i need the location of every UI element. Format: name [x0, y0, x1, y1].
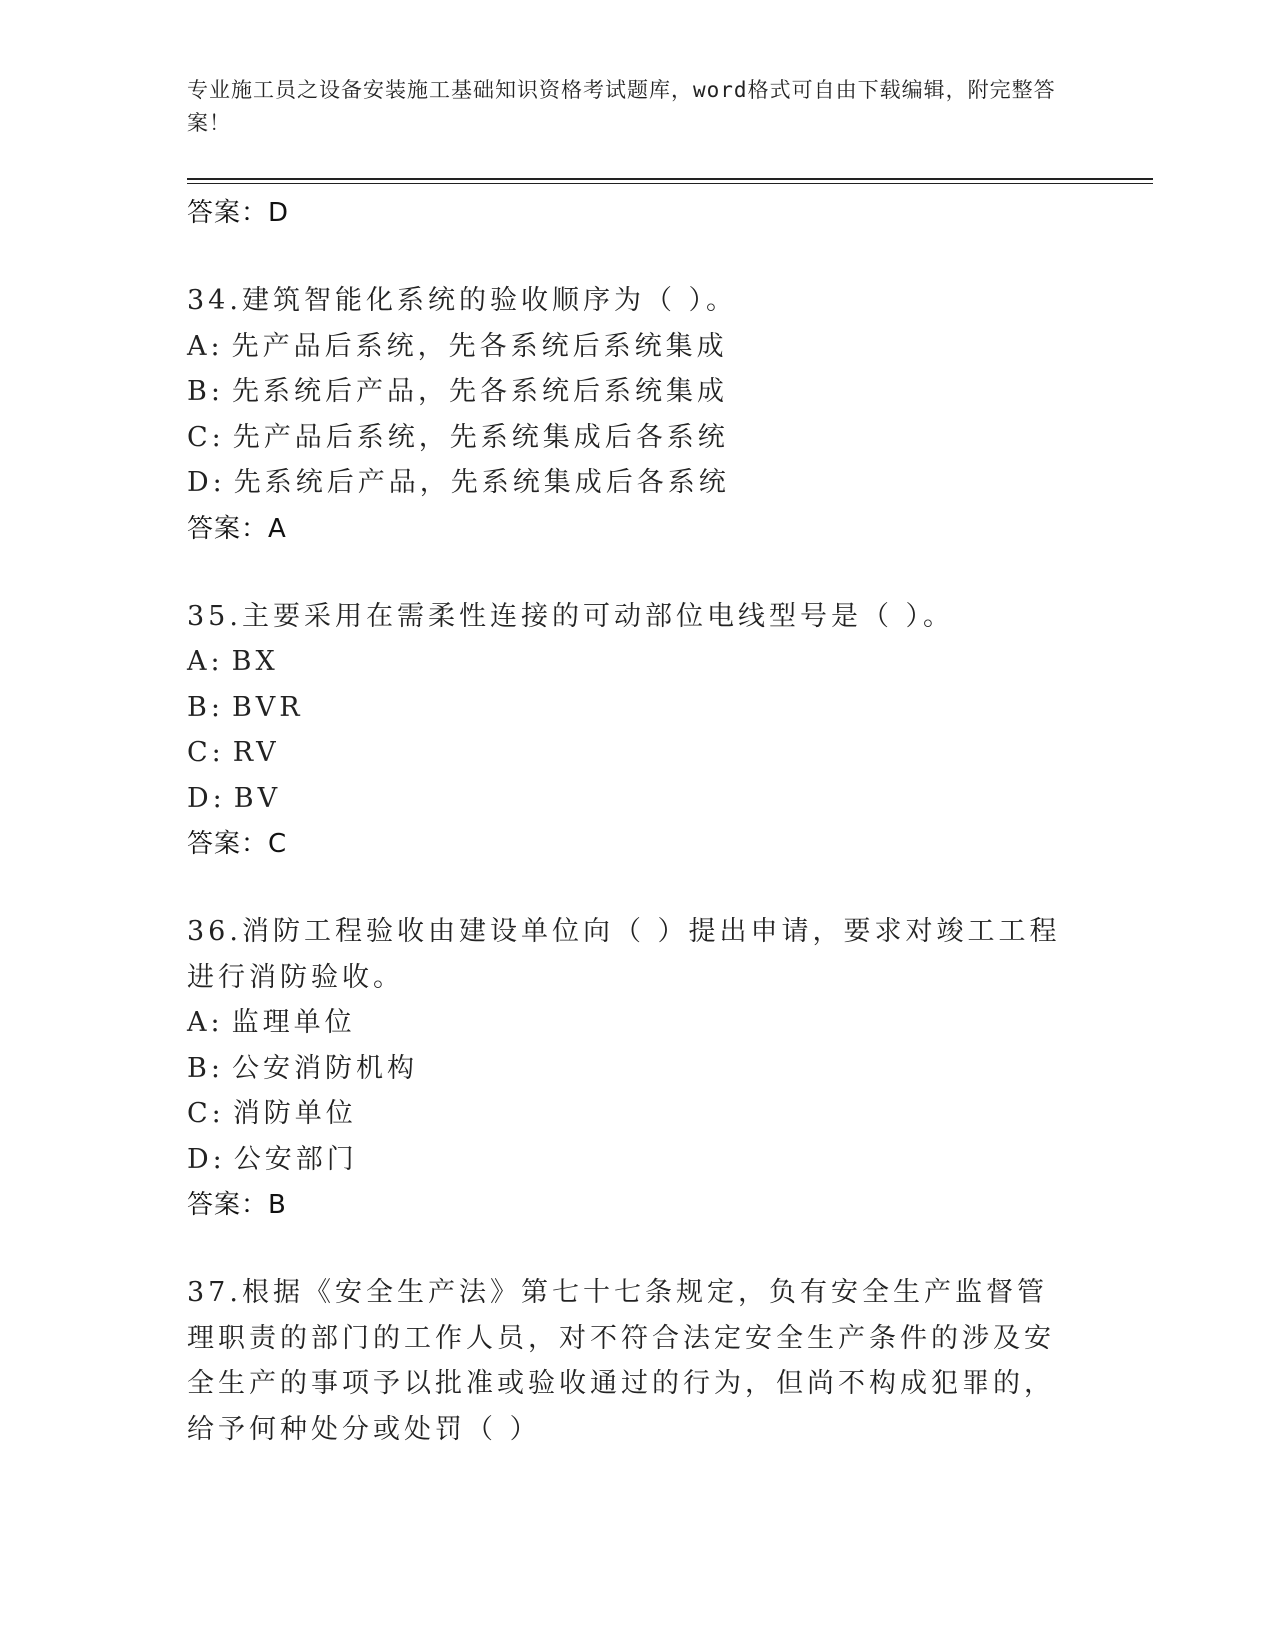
answer-line: 答案：D [187, 198, 290, 228]
answer-line: 答案：A [187, 513, 287, 544]
option-letter: A: [187, 330, 224, 362]
option-d [187, 460, 1067, 506]
answer-line: 答案：C [187, 829, 288, 859]
question-list [187, 190, 1067, 1452]
question-stem: 34.建筑智能化系统的验收顺序为（ ）。 [187, 285, 738, 316]
option-letter: B: [187, 376, 224, 407]
option-d [187, 776, 1067, 822]
header-divider-thick [187, 178, 1153, 180]
option-b [187, 1046, 1067, 1092]
option-text: BV [233, 782, 282, 814]
spacer [187, 867, 1067, 909]
question-stem: 36.消防工程验收由建设单位向（ ）提出申请，要求对竣工工程进行消防验收。 [187, 916, 1061, 993]
option-letter: C: [187, 421, 225, 453]
answer-line: 答案：B [187, 1190, 287, 1220]
option-text: 先产品后系统，先各系统后系统集成 [231, 330, 728, 362]
option-letter: C: [187, 1098, 225, 1129]
option-text: 消防单位 [232, 1098, 357, 1129]
question-stem: 35.主要采用在需柔性连接的可动部位电线型号是（ ）。 [187, 600, 955, 632]
spacer [187, 1228, 1067, 1270]
question-stem: 37.根据《安全生产法》第七十七条规定，负有安全生产监督管理职责的部门的工作人员，对不符合法定安全生产条件的涉及安全生产的事项予以批准或验收通过的行为，但尚不构成犯罪的，给予何种处分或处罚（ ） [187, 1277, 1055, 1445]
option-letter: C: [187, 737, 225, 768]
option-text: 监理单位 [231, 1007, 356, 1038]
question-block [187, 909, 1067, 1228]
document-header: 专业施工员之设备安装施工基础知识资格考试题库，word格式可自由下载编辑，附完整答案！ [187, 78, 1056, 135]
option-letter: B: [187, 691, 224, 723]
option-letter: D: [187, 782, 226, 814]
option-letter: A: [187, 646, 224, 677]
option-b [187, 369, 1067, 415]
question-block [187, 1270, 1067, 1452]
option-letter: B: [187, 1052, 224, 1084]
option-text: 先系统后产品，先系统集成后各系统 [233, 467, 730, 498]
option-c [187, 1091, 1067, 1137]
spacer [187, 552, 1067, 594]
option-text: RV [232, 737, 280, 768]
option-letter: D: [187, 1143, 226, 1175]
option-c [187, 730, 1067, 776]
option-b [187, 685, 1067, 731]
option-letter: D: [187, 467, 226, 498]
option-d [187, 1137, 1067, 1183]
option-text: 先系统后产品，先各系统后系统集成 [231, 376, 728, 407]
question-block [187, 594, 1067, 868]
option-a [187, 1000, 1067, 1046]
option-text: BVR [231, 691, 304, 723]
option-text: 公安部门 [233, 1143, 358, 1175]
option-text: 先产品后系统，先系统集成后各系统 [232, 421, 729, 453]
spacer [187, 236, 1067, 278]
option-text: BX [231, 646, 279, 677]
option-c [187, 415, 1067, 461]
header-divider-thin [187, 183, 1153, 184]
option-text: 公安消防机构 [231, 1052, 418, 1084]
option-a [187, 639, 1067, 685]
option-a [187, 324, 1067, 370]
question-block [187, 278, 1067, 552]
option-letter: A: [187, 1007, 224, 1038]
